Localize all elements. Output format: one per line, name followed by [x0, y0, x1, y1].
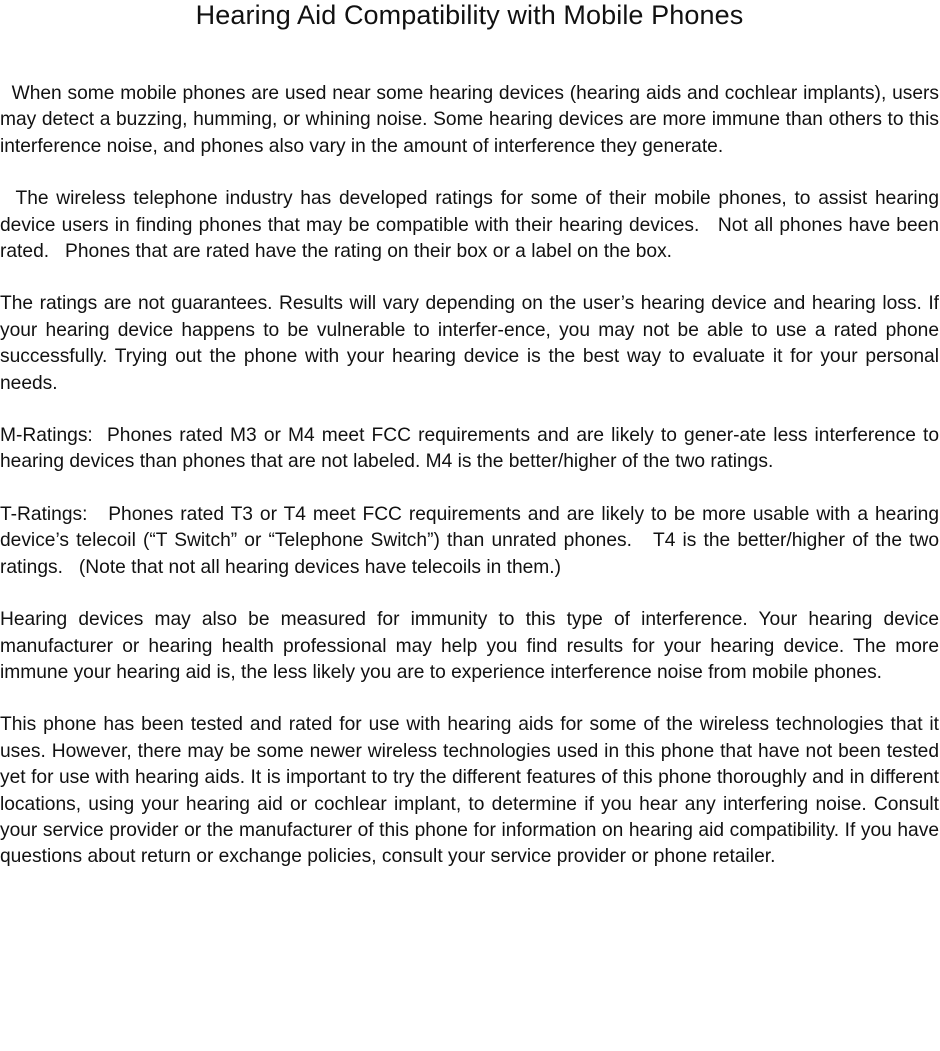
paragraph-ratings-not-guarantees: The ratings are not guarantees. Results will vary depending on the user’s hearing device and hearing loss. If your hearing device happens to be vulnerable to interfer-ence, you may not be able to use a rated phone successfully. Trying out the phone with your hearing device is the best way to evaluate it for your personal needs.: [0, 293, 939, 394]
paragraph-phone-tested: This phone has been tested and rated for use with hearing aids for some of the wireless technologies that it uses. However, there may be some newer wireless technologies used in this phone that have not been tested yet for use with hearing aids. It is important to try the different features of this phone thoroughly and in different locations, using your hearing aid or cochlear implant, to determine if you hear any interfering noise. Consult your service provider or the manufacturer of this phone for information on hearing aid compatibility. If you have questions about return or exchange policies, consult your service provider or phone retailer.: [0, 714, 939, 868]
paragraph-m-ratings: M-Ratings: Phones rated M3 or M4 meet FCC requirements and are likely to gener-ate less interference to hearing devices than phones that are not labeled. M4 is the better/higher of the two ratings.: [0, 425, 939, 473]
document-title: Hearing Aid Compatibility with Mobile Phones: [195, 0, 744, 30]
paragraph-immunity: Hearing devices may also be measured for immunity to this type of interference. Your hearing device manufacturer or hearing health professional may help you find results for your hearing device. The more immune your hearing aid is, the less likely you are to experience interference noise from mobile phones.: [0, 609, 939, 683]
paragraph-t-ratings: T-Ratings: Phones rated T3 or T4 meet FCC requirements and are likely to be more usable with a hearing device’s telecoil (“T Switch” or “Telephone Switch”) than unrated phones. T4 is the better/higher of the two ratings. (Note that not all hearing devices have telecoils in them.): [0, 503, 939, 578]
paragraph-interference-intro: When some mobile phones are used near some hearing devices (hearing aids and cochlear implants), users may detect a buzzing, humming, or whining noise. Some hearing devices are more immune than others to this interference noise, and phones also vary in the amount of interference they generate.: [0, 83, 939, 157]
paragraph-industry-ratings: The wireless telephone industry has developed ratings for some of their mobile phones, to assist hearing device users in finding phones that may be compatible with their hearing devices. Not all phones have been rated. Phones that are rated have the rating on their box or a label on the box.: [0, 188, 939, 263]
document-body: [0, 81, 939, 871]
